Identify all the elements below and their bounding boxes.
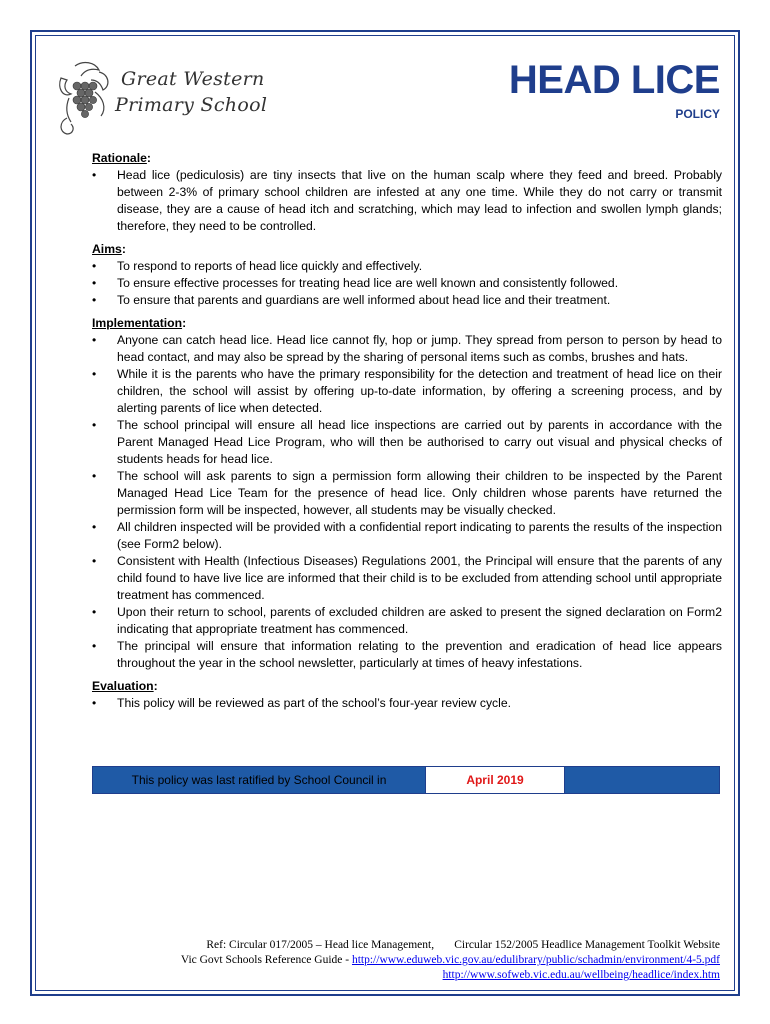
bullet-icon: • [92,554,97,568]
section-implementation: Implementation : • Anyone can catch head lice. Head lice cannot fly, hop or jump. They spread from person to person by head to head contact, and may also be spread by the sharing of personal items such as combs, brushes and hats. • While it is the parents who have the primary responsibility for the detection and treatment of head lice on their children, the school will assist by offering up-to-date information, by offering a screening process, and by alerting parents of lice when detected. • The school principal will ensure all head lice inspections are carried out by parents in accordance with the Parent Managed Head Lice Program, who will then be authorised to carry out visual and physical checks of students heads for head lice. • The school will ask parents to sign a permission form allowing their children to be inspected by the Parent Managed Head Lice Team for the presence of head lice. Only children whose parents have returned the permission form will be inspected, however, all students may be visually checked. • All children inspected will be provided with a confidential report indicating to parents the results of the inspection (see Form2 below). • Consistent with Health (Infectious Diseases) Regulations 2001, the Principal will ensure that the parents of any child found to have live lice are informed that their child is to be excluded from attending school until appropriate treatment has commenced. • Upon their return to school, parents of excluded children are asked to present the signed declaration on Form2 indicating that appropriate treatment has commenced. • The principal will ensure that information relating to the prevention and eradication of head lice appears throughout the year in the school newsletter, particularly at times of heavy infestations. [92,316,722,670]
list-item: • Head lice (pediculosis) are tiny insects that live on the human scalp where they feed and breed. Probably between 2-3% of primary school children are infested at any one time. While they do not carry or transmit disease, they are a cause of head itch and scratching, which may lead to infection and swollen lymph glands; therefore, they need to be controlled. [92,168,722,233]
ratification-date: April 2019 [426,767,565,793]
bullet-icon: • [92,639,97,653]
school-logo [55,58,268,138]
bullet-icon: • [92,259,97,273]
bullet-icon: • [92,605,97,619]
footer-line-3 [181,968,720,983]
bullet-icon: • [92,333,97,347]
bullet-icon: • [92,168,97,182]
section-heading: Implementation [92,316,183,330]
bullet-icon: • [92,367,97,381]
bullet-list [92,332,722,672]
section-evaluation: Evaluation : • This policy will be reviewed as part of the school’s four-year review cycle. [92,678,722,712]
footer-line-1 [181,938,720,953]
footer-ref-circular-017: Ref: Circular 017/2005 – Head lice Management, [206,939,435,951]
list-item: • This policy will be reviewed as part of the school’s four-year review cycle. [92,696,511,710]
ratification-table [92,766,720,794]
list-item: • Consistent with Health (Infectious Diseases) Regulations 2001, the Principal will ensure that the parents of any child found to have live lice are informed that their child is to be excluded from attending school until appropriate treatment has commenced. [92,554,722,602]
footer-line-2 [181,953,720,968]
section-heading: Aims [92,242,122,256]
bullet-icon: • [92,276,97,290]
section-aims: Aims : • To respond to reports of head lice quickly and effectively. • To ensure effective processes for treating head lice are well known and consistently followed. • To ensure that parents and guardians are well informed about head lice and their treatment. [92,241,722,309]
list-item: • All children inspected will be provided with a confidential report indicating to parents the results of the inspection (see Form2 below). [92,520,722,551]
section-heading: Rationale [92,151,147,165]
section-heading: Evaluation [92,679,154,693]
bullet-icon: • [92,696,97,710]
reference-footer [181,938,720,983]
page-subtitle: POLICY [675,107,720,121]
list-item: • Anyone can catch head lice. Head lice cannot fly, hop or jump. They spread from person to person by head to head contact, and may also be spread by the sharing of personal items such as combs, brushes and hats. [92,333,722,364]
bullet-icon: • [92,520,97,534]
list-item: • To ensure that parents and guardians are well informed about head lice and their treatment. [92,293,611,307]
school-name-line1: Great Western [121,68,265,90]
grape-vine-icon [55,58,117,138]
eduweb-link[interactable]: http://www.eduweb.vic.gov.au/edulibrary/public/schadmin/environment/4-5.pdf [351,954,720,966]
bullet-icon: • [92,469,97,483]
bullet-list [92,258,722,309]
sofweb-link[interactable]: http://www.sofweb.vic.edu.au/wellbeing/headlice/index.htm [442,969,720,981]
page-title: HEAD LICE [508,58,720,102]
policy-body [92,150,722,718]
bullet-icon: • [92,293,97,307]
list-item: • The school will ask parents to sign a permission form allowing their children to be inspected by the Parent Managed Head Lice Team for the presence of head lice. Only children whose parents have returned the permission form will be inspected, however, all students may be visually checked. [92,469,722,517]
bullet-icon: • [92,418,97,432]
ratification-label: This policy was last ratified by School Council in [93,767,426,793]
list-item: • While it is the parents who have the primary responsibility for the detection and treatment of head lice on their children, the school will assist by offering up-to-date information, by offering a screening process, and by alerting parents of lice when detected. [92,367,722,415]
list-item: • To ensure effective processes for treating head lice are well known and consistently followed. [92,276,619,290]
list-item: • The principal will ensure that information relating to the prevention and eradication of head lice appears throughout the year in the school newsletter, particularly at times of heavy infestations. [92,639,722,670]
footer-ref-guide: Vic Govt Schools Reference Guide - [180,954,352,966]
school-name-line2: Primary School [115,94,268,116]
list-item: • To respond to reports of head lice quickly and effectively. [92,259,423,273]
ratification-blank-cell [565,767,719,793]
footer-ref-circular-152: Circular 152/2005 Headlice Management Toolkit Website [454,939,720,951]
list-item: • Upon their return to school, parents of excluded children are asked to present the signed declaration on Form2 indicating that appropriate treatment has commenced. [92,605,722,636]
bullet-list [92,167,722,235]
section-rationale: Rationale : • Head lice (pediculosis) are tiny insects that live on the human scalp where they feed and breed. Probably between 2-3% of primary school children are infested at any one time. While they do not carry or transmit disease, they are a cause of head itch and scratching, which may lead to infection and swollen lymph glands; therefore, they need to be controlled. [92,151,722,233]
bullet-list [92,695,722,712]
list-item: • The school principal will ensure all head lice inspections are carried out by parents in accordance with the Parent Managed Head Lice Program, who will then be authorised to carry out visual and physical checks of students heads for head lice. [92,418,722,466]
